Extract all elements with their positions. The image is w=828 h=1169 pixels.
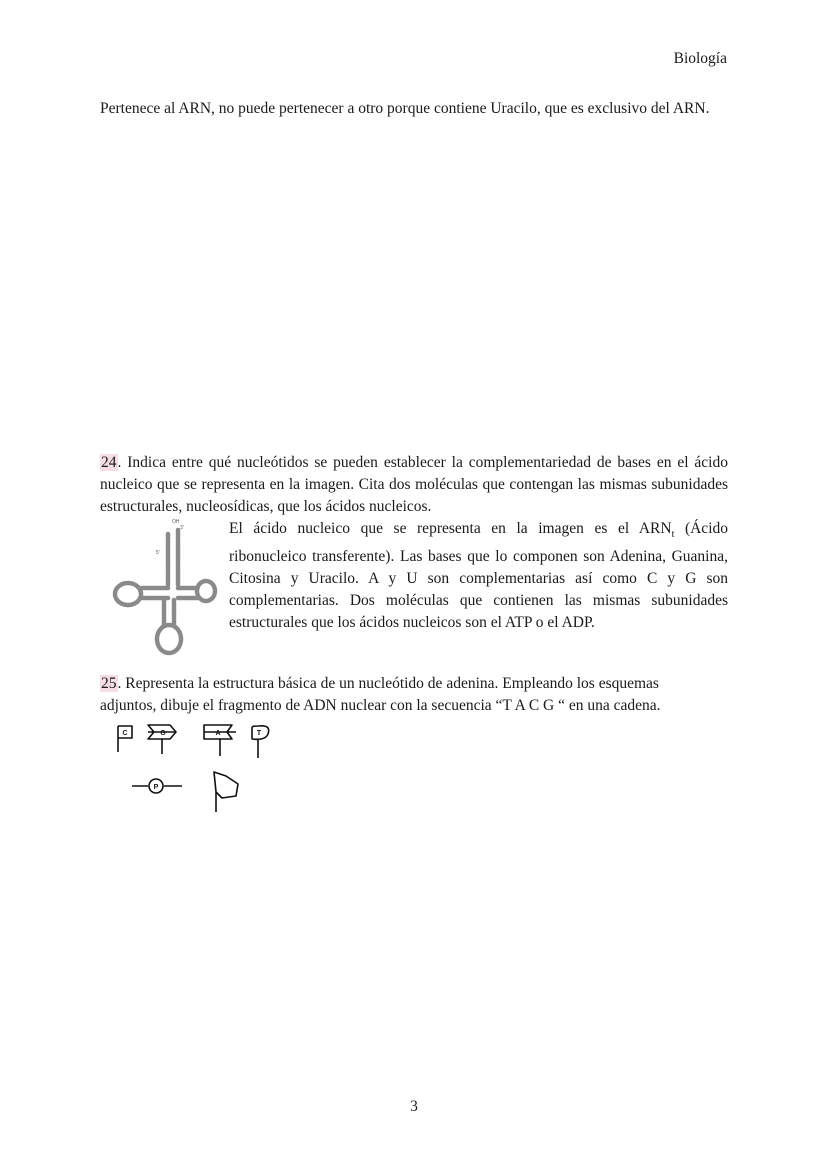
- answer-24-rest: (Ácido ribonucleico transferente). Las bases que lo componen son Adenina, Guanina, Citosina y Uracilo. A y U son complementarias así como C y G son complementarias. Dos moléculas que contienen las mismas subunidades estructurales que los ácidos nucleicos son el ATP o el ADP.: [229, 520, 728, 632]
- question-25-prompt: . Representa la estructura básica de un nucleótido de adenina. Empleando los esquemas adjuntos, dibuje el fragmento de ADN nuclear con la secuencia “T A C G “ en una cadena.: [100, 675, 661, 714]
- question-24: [100, 452, 728, 518]
- schema-label-t: T: [256, 730, 262, 737]
- trna-cloverleaf-figure: [108, 518, 222, 660]
- answer-24: [229, 518, 728, 634]
- schema-label-a: A: [215, 730, 221, 737]
- answer-24-start: El ácido nucleico que se representa en la imagen es el ARN: [229, 520, 672, 537]
- trna-label-oh: OH: [172, 519, 180, 525]
- page-number: 3: [410, 1098, 418, 1115]
- schema-label-g: G: [160, 730, 166, 737]
- question-25-number: 25: [101, 675, 117, 692]
- question-25: [100, 673, 710, 717]
- schema-label-p: P: [153, 784, 159, 791]
- trna-label-3prime: 3': [180, 525, 184, 531]
- answer-23: Pertenece al ARN, no puede pertenecer a otro porque contiene Uracilo, que es exclusivo del ARN.: [100, 100, 710, 117]
- nucleotide-schema-figure: [112, 724, 276, 816]
- answer-24-subscript: t: [671, 529, 675, 541]
- trna-label-5prime: 5': [156, 550, 160, 556]
- question-24-prompt: . Indica entre qué nucleótidos se pueden establecer la complementariedad de bases en el ácido nucleico que se representa en la imagen. Cita dos moléculas que contengan las mismas subunidades estructurales, nucleosídicas, que los ácidos nucleicos.: [100, 454, 728, 515]
- question-24-number: 24: [101, 454, 117, 471]
- schema-label-c: C: [122, 730, 128, 737]
- header-subject: Biología: [673, 50, 727, 67]
